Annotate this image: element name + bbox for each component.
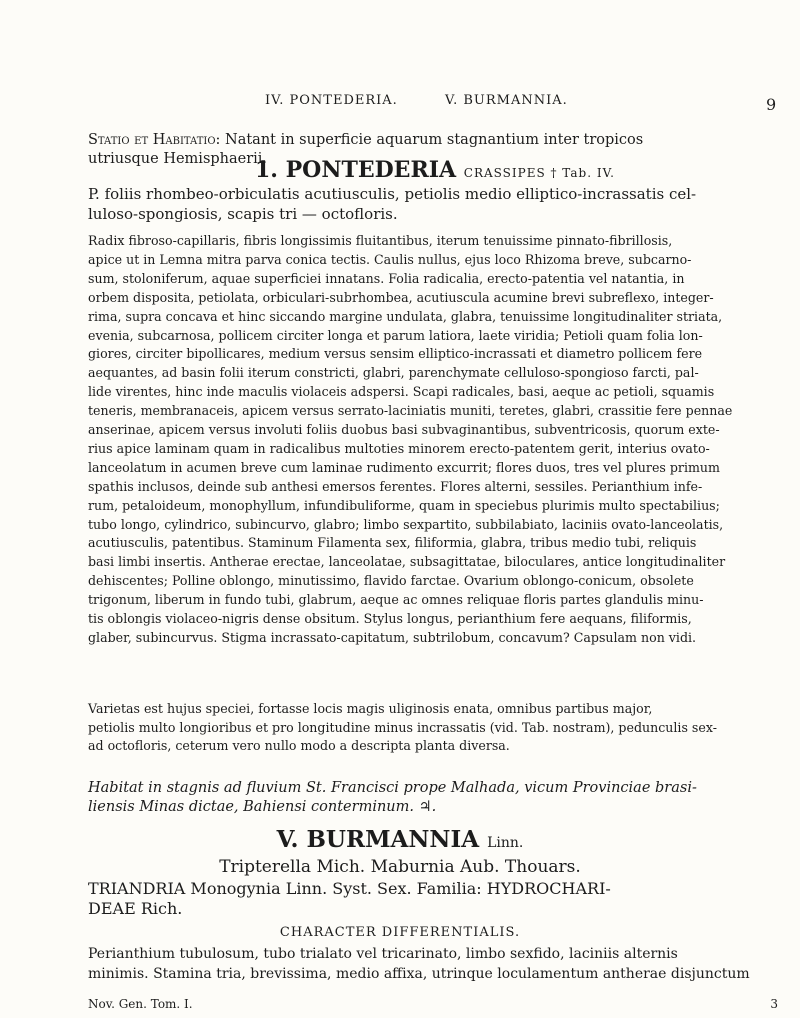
character-line-1: Perianthium tubulosum, tubo trialato vel tricarinato, limbo sexfido, laciniis alternis: [88, 946, 678, 962]
habitat-line-1: Habitat in stagnis ad fluvium St. Francisci prope Malhada, vicum Provinciae brasi-: [88, 780, 697, 796]
description-line: acutiusculis, patentibus. Staminum Filamenta sex, filiformia, glabra, tribus medio tubi, reliquis: [88, 535, 697, 551]
description-line: evenia, subcarnosa, pollicem circiter longa et parum latiora, laete viridia; Petioli quam folia lon-: [88, 327, 703, 343]
header-right: V. BURMANNIA.: [445, 93, 568, 108]
description-line: apice ut in Lemna mitra parva conica tectis. Caulis nullus, ejus loco Rhizoma breve, subcarno-: [88, 251, 692, 267]
statio-line-2: utriusque Hemisphaerii.: [88, 151, 268, 167]
statio-label: Statio et Habitatio:: [88, 132, 221, 148]
description-line: orbem disposita, petiolata, orbiculari-subrhombea, acutiuscula acumine brevi subreflexo, integer-: [88, 289, 714, 305]
description-line: giores, circiter bipollicares, medium versus sensim elliptico-incrassati et diametro pollicem fere: [88, 346, 703, 362]
description-line: tis oblongis violaceo-nigris dense obsitum. Stylus longus, perianthium fere aequans, filiformis,: [88, 611, 692, 626]
description-line: dehiscentes; Polline oblongo, minutissimo, flavido farctae. Ovarium oblongo-conicum, obsolete: [88, 573, 694, 589]
page-number: 9: [766, 95, 778, 114]
footer-sheet-number: 3: [770, 997, 778, 1011]
description-line: Radix fibroso-capillaris, fibris longissimis fluitantibus, iterum tenuissime pinnato-fibrillosis,: [88, 233, 673, 248]
description-line: aequantes, ad basin folii iterum constricti, glabri, parenchymate celluloso-spongioso farcti, pal-: [88, 365, 699, 381]
description-line: lide virentes, hinc inde maculis violaceis adspersi. Scapi radicales, basi, aeque ac petioli, squamis: [88, 384, 715, 400]
diagnosis-line-2: luloso-spongiosis, scapis tri — octofloris.: [88, 205, 398, 223]
varietas-line: ad octofloris, ceterum vero nullo modo a descripta planta diversa.: [88, 738, 510, 753]
character-heading: CHARACTER DIFFERENTIALIS.: [279, 925, 521, 940]
header-left: IV. PONTEDERIA.: [265, 93, 398, 108]
description-line: sum, stoloniferum, aquae superficiei innatans. Folia radicalia, erecto-patentia vel natantia, in: [88, 270, 685, 286]
description-line: rius apice laminam quam in radicalibus multoties minorem erecto-patentem gerit, interius ovato-: [88, 440, 710, 456]
species-epithet: CRASSIPES † Tab. IV.: [463, 166, 615, 180]
statio-line: [88, 132, 788, 149]
footer: [88, 997, 788, 1011]
description-line: anserinae, apicem versus involuti foliis duobus basi subvaginantibus, subventricosis, quorum exte-: [88, 422, 720, 437]
habitat-line-2: liensis Minas dictae, Bahiensi conterminum. ♃.: [88, 799, 437, 815]
description-line: teneris, membranaceis, apicem versus serrato-laciniatis muniti, teretes, glabri, crassitie fere pennae: [88, 403, 733, 419]
species-title: [255, 157, 615, 183]
description-line: lanceolatum in acumen breve cum laminae rudimento excurrit; flores duos, tres vel plures primum: [88, 459, 720, 475]
burmannia-title: [0, 826, 800, 853]
footer-signature: Nov. Gen. Tom. I.: [88, 997, 193, 1011]
species-number: 1.: [255, 157, 278, 183]
genus-name: PONTEDERIA: [285, 157, 457, 183]
burmannia-genus: V. BURMANNIA: [276, 826, 480, 853]
diagnosis-line-1: P. foliis rhombeo-orbiculatis acutiusculis, petiolis medio elliptico-incrassatis cel-: [88, 185, 697, 203]
description-line: rima, supra concava et hinc siccando margine undulata, glabra, tenuissime longitudinaliter striata,: [88, 308, 723, 324]
classification-line-2: DEAE Rich.: [88, 899, 183, 918]
statio-text: Natant in superficie aquarum stagnantium inter tropicos: [225, 132, 644, 148]
burmannia-synonyms: Tripterella Mich. Maburnia Aub. Thouars.: [219, 857, 581, 877]
description-line: basi limbi insertis. Antherae erectae, lanceolatae, subsagittatae, biloculares, antice longitudinaliter: [88, 554, 726, 570]
varietas-line: petiolis multo longioribus et pro longitudine minus incrassatis (vid. Tab. nostram), pedunculis sex-: [88, 719, 717, 735]
burmannia-author: Linn.: [487, 835, 524, 851]
description-line: trigonum, liberum in fundo tubi, glabrum, aeque ac omnes reliquae floris partes glandulis minu-: [88, 592, 704, 608]
classification-line-1: TRIANDRIA Monogynia Linn. Syst. Sex. Familia: HYDROCHARI-: [88, 879, 611, 898]
description-line: rum, petaloideum, monophyllum, infundibuliforme, quam in speciebus plurimis multo spectabilius;: [88, 497, 720, 513]
varietas-line: Varietas est hujus speciei, fortasse locis magis uliginosis enata, omnibus partibus major,: [88, 701, 653, 716]
character-line-2: minimis. Stamina tria, brevissima, medio affixa, utrinque loculamentum antherae disjunctum: [88, 966, 750, 982]
description-line: spathis inclusos, deinde sub anthesi emersos ferentes. Flores alterni, sessiles. Perianthium infe-: [88, 478, 703, 494]
description-line: tubo longo, cylindrico, subincurvo, glabro; limbo sexpartito, subbilabiato, laciniis ovato-lanceolatis,: [88, 516, 724, 532]
description-line: glaber, subincurvus. Stigma incrassato-capitatum, subtrilobum, concavum? Capsulam non vidi.: [88, 629, 697, 645]
